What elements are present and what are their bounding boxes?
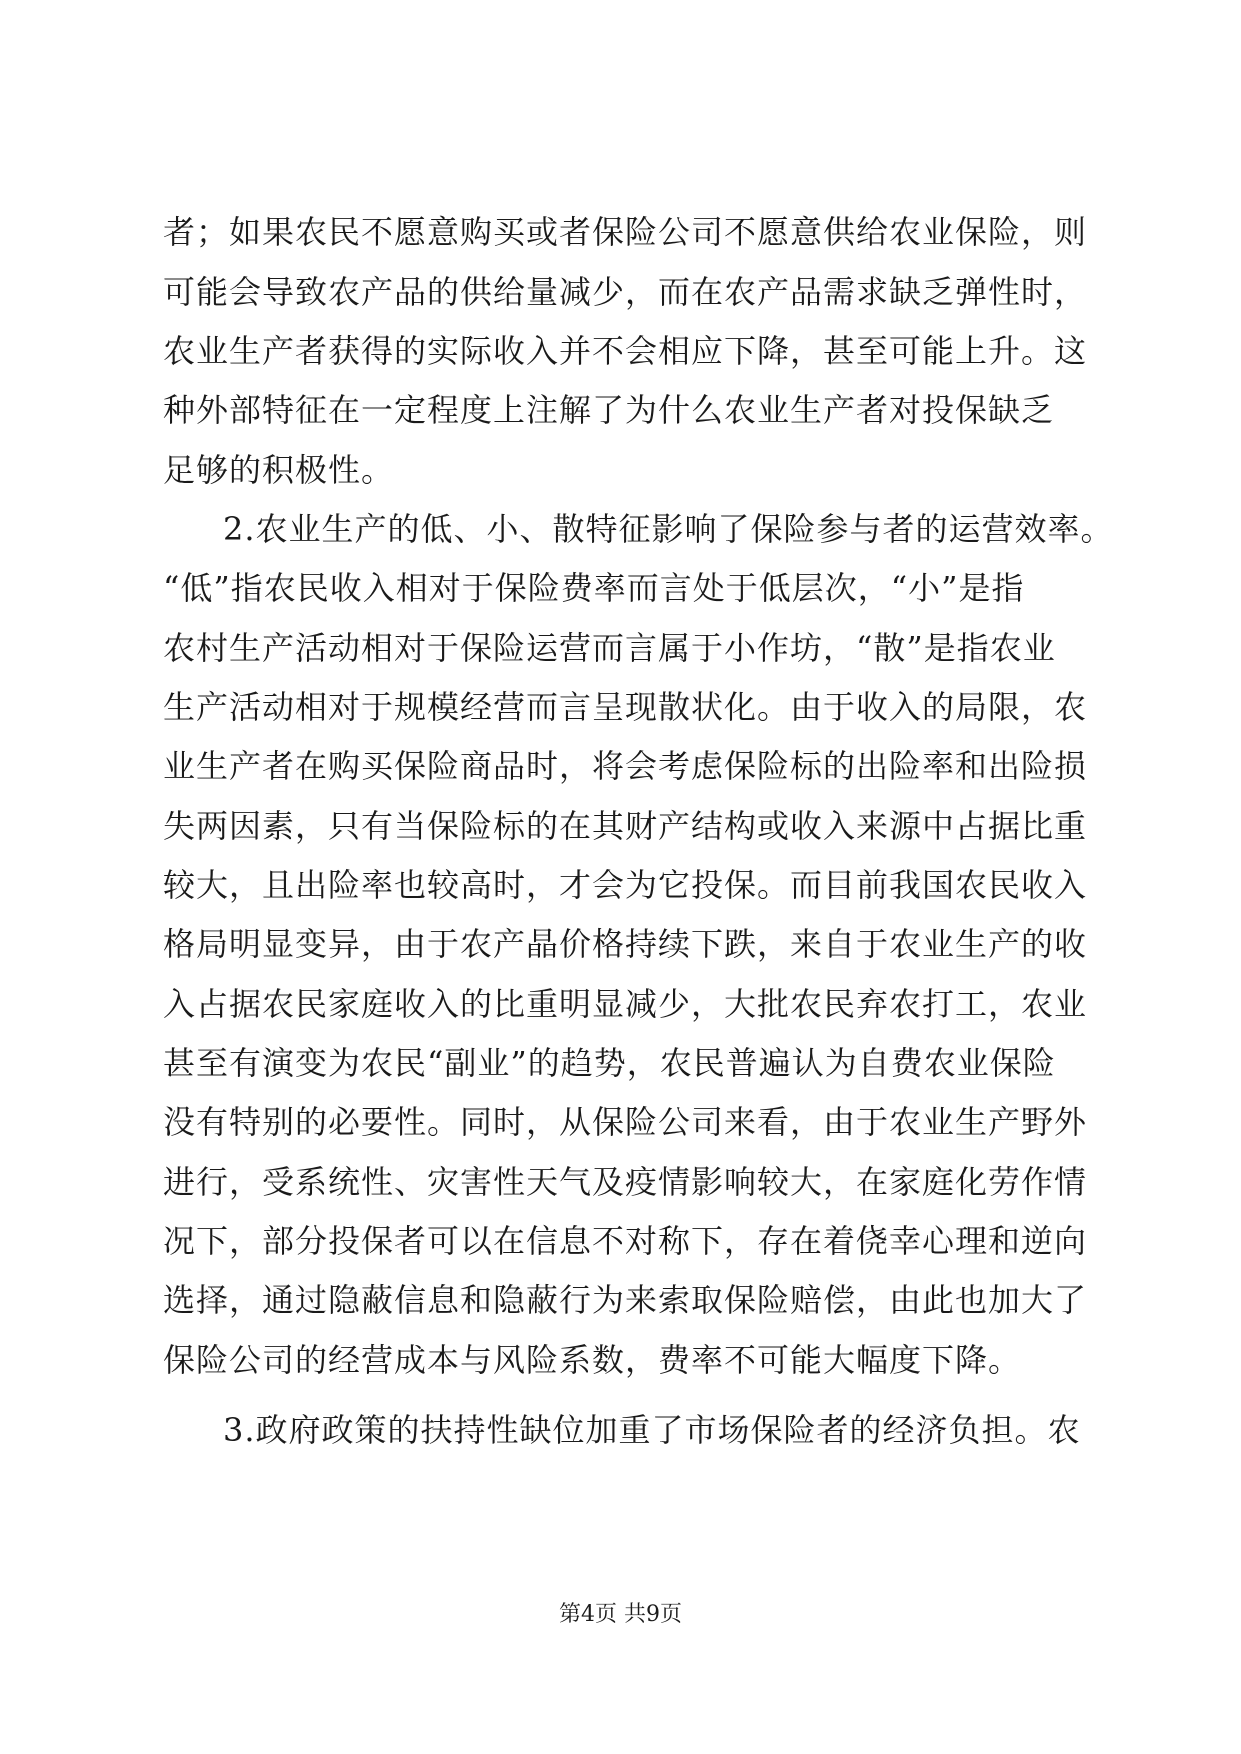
paragraph-heading-3: 3.政府政策的扶持性缺位加重了市场保险者的经济负担。农 xyxy=(223,1411,1081,1449)
text-line: 甚至有演变为农民“副业”的趋势，农民普遍认为自费农业保险 xyxy=(163,1044,1056,1082)
text-line: 种外部特征在一定程度上注解了为什么农业生产者对投保缺乏 xyxy=(163,391,1055,429)
text-line: 可能会导致农产品的供给量减少，而在农产品需求缺乏弹性时， xyxy=(163,273,1088,311)
text-line: 没有特别的必要性。同时，从保险公司来看，由于农业生产野外 xyxy=(163,1103,1088,1141)
text-line: 者；如果农民不愿意购买或者保险公司不愿意供给农业保险，则 xyxy=(163,213,1088,251)
text-line: 进行，受系统性、灾害性天气及疫情影响较大，在家庭化劳作情 xyxy=(163,1163,1088,1201)
text-line: 保险公司的经营成本与风险系数，费率不可能大幅度下降。 xyxy=(163,1341,1022,1379)
text-line: 失两因素，只有当保险标的在其财产结构或收入来源中占据比重 xyxy=(163,807,1088,845)
text-line: 业生产者在购买保险商品时，将会考虑保险标的出险率和出险损 xyxy=(163,747,1088,785)
text-line: 格局明显变异，由于农产晶价格持续下跌，来自于农业生产的收 xyxy=(163,925,1088,963)
text-line: 入占据农民家庭收入的比重明显减少，大批农民弃农打工，农业 xyxy=(163,985,1088,1023)
text-line: 足够的积极性。 xyxy=(163,451,395,489)
text-line: 况下，部分投保者可以在信息不对称下，存在着侥幸心理和逆向 xyxy=(163,1222,1088,1260)
paragraph-heading-2: 2.农业生产的低、小、散特征影响了保险参与者的运营效率。 xyxy=(223,510,1114,548)
text-line: 选择，通过隐蔽信息和隐蔽行为来索取保险赔偿，由此也加大了 xyxy=(163,1281,1088,1319)
text-line: “低”指农民收入相对于保险费率而言处于低层次，“小”是指 xyxy=(163,569,1025,607)
text-line: 农业生产者获得的实际收入并不会相应下降，甚至可能上升。这 xyxy=(163,332,1088,370)
text-line: 农村生产活动相对于保险运营而言属于小作坊，“散”是指农业 xyxy=(163,629,1056,667)
text-line: 生产活动相对于规模经营而言呈现散状化。由于收入的局限，农 xyxy=(163,688,1088,726)
text-line: 较大，且出险率也较高时，才会为它投保。而目前我国农民收入 xyxy=(163,866,1088,904)
page-number: 第4页 共9页 xyxy=(559,1602,682,1627)
page-footer xyxy=(0,1600,1241,1630)
